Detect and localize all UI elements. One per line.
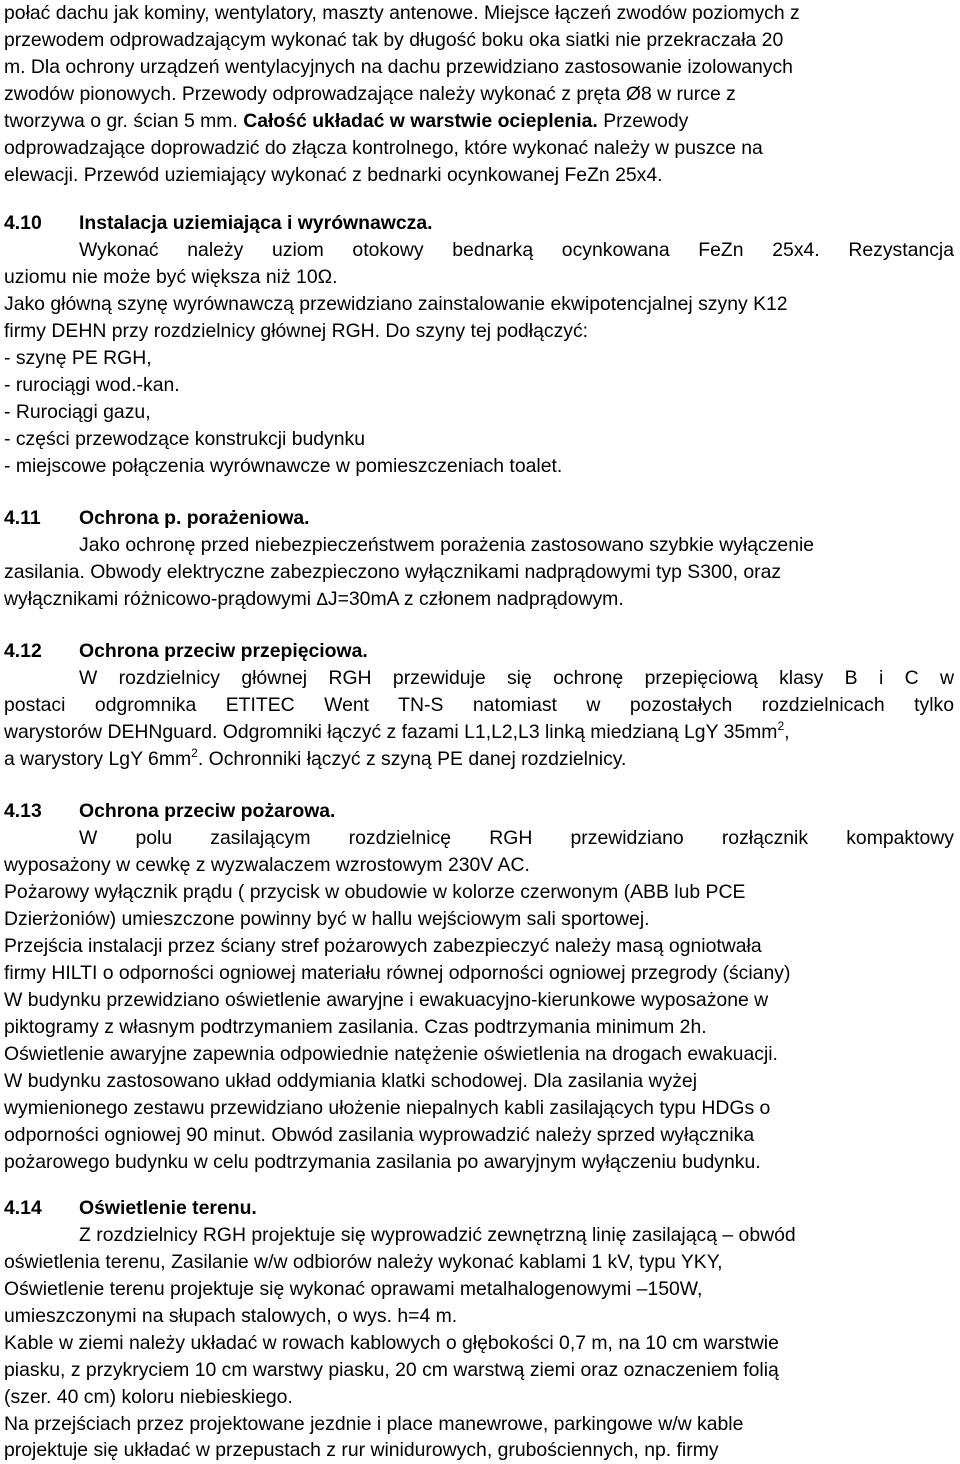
paragraph-line: zwodów pionowych. Przewody odprowadzające należy wykonać z pręta Ø8 w rurce z	[4, 83, 736, 105]
text-span: tworzywa o gr. ścian 5 mm.	[4, 110, 238, 132]
text-span: elewacji.	[4, 164, 79, 186]
paragraph-line: połać dachu jak kominy, wentylatory, maszty antenowe. Miejsce łączeń zwodów poziomych z	[4, 2, 800, 24]
paragraph-line: W polu zasilającym rozdzielnicę RGH przewidziano rozłącznik kompaktowy	[79, 827, 954, 849]
text-span: a warystory LgY 6mm	[4, 748, 192, 770]
list-item: - części przewodzące konstrukcji budynku	[4, 428, 366, 450]
list-item: - rurociągi wod.-kan.	[4, 374, 180, 396]
section-title: Ochrona p. porażeniowa.	[79, 507, 310, 529]
paragraph-line: Dzierżoniów) umieszczone powinny być w hallu wejściowym sali sportowej.	[4, 908, 650, 930]
paragraph-line	[4, 586, 624, 613]
paragraph-line	[4, 108, 688, 135]
bold-text: Całość układać w warstwie ocieplenia.	[243, 110, 598, 132]
list-item: - miejscowe połączenia wyrównawcze w pomieszczeniach toalet.	[4, 455, 563, 477]
section-number: 4.10	[4, 212, 42, 234]
list-item: - Rurociągi gazu,	[4, 401, 151, 423]
section-number: 4.11	[4, 507, 41, 529]
paragraph-line: piasku, z przykryciem 10 cm warstwy piasku, 20 cm warstwą ziemi oraz oznaczeniem folią	[4, 1359, 779, 1381]
section-title: Ochrona przeciw pożarowa.	[79, 800, 336, 822]
text-span: Przewody	[603, 110, 689, 132]
paragraph-line: Jako ochronę przed niebezpieczeństwem porażenia zastosowano szybkie wyłączenie	[79, 534, 815, 556]
paragraph-line: m. Dla ochrony urządzeń wentylacyjnych na dachu przewidziano zastosowanie izolowanych	[4, 56, 793, 78]
section-title: Oświetlenie terenu.	[79, 1197, 257, 1219]
delta-symbol: ∆	[316, 590, 328, 610]
paragraph-line: pożarowego budynku w celu podtrzymania zasilania po awaryjnym wyłączeniu budynku.	[4, 1151, 761, 1173]
paragraph-line	[4, 746, 626, 773]
section-heading-4-12	[4, 638, 368, 665]
list-item: - szynę PE RGH,	[4, 347, 152, 369]
paragraph-line: Przejścia instalacji przez ściany stref pożarowych zabezpieczyć należy masą ogniotwała	[4, 935, 762, 957]
paragraph-line: odprowadzające doprowadzić do złącza kontrolnego, które wykonać należy w puszce na	[4, 137, 763, 159]
paragraph-line: W budynku przewidziano oświetlenie awaryjne i ewakuacyjno-kierunkowe wyposażone w	[4, 989, 769, 1011]
superscript: 2	[777, 719, 785, 733]
paragraph-line: (szer. 40 cm) koloru niebieskiego.	[4, 1386, 293, 1408]
paragraph-line: Wykonać należy uziom otokowy bednarką ocynkowana FeZn 25x4. Rezystancja	[79, 239, 954, 261]
section-number: 4.13	[4, 800, 42, 822]
paragraph-line	[4, 162, 663, 189]
text-span: wyłącznikami różnicowo-prądowymi	[4, 588, 312, 610]
text-span: . Ochronniki łączyć z szyną PE danej rozdzielnicy.	[197, 748, 627, 770]
paragraph-line: Pożarowy wyłącznik prądu ( przycisk w obudowie w kolorze czerwonym (ABB lub PCE	[4, 881, 746, 903]
text-span: warystorów DEHNguard. Odgromniki łączyć z fazami L1,L2,L3 linką miedzianą LgY 35mm	[4, 721, 778, 743]
paragraph-line: umieszczonymi na słupach stalowych, o wys. h=4 m.	[4, 1305, 458, 1327]
section-number: 4.12	[4, 640, 42, 662]
text-span: J=30mA z członem nadprądowym.	[327, 588, 624, 610]
text-span: Przewód uziemiający wykonać z bednarki ocynkowanej FeZn 25x4.	[83, 164, 663, 186]
section-number: 4.14	[4, 1197, 42, 1219]
paragraph-line: W budynku zastosowano układ oddymiania klatki schodowej. Dla zasilania wyżej	[4, 1070, 698, 1092]
paragraph-line: odporności ogniowej 90 minut. Obwód zasilania wyprowadzić należy sprzed wyłącznika	[4, 1124, 755, 1146]
paragraph-line	[4, 719, 790, 746]
paragraph-line: wyposażony w cewkę z wyzwalaczem wzrostowym 230V AC.	[4, 854, 530, 876]
paragraph-line: projektuje się układać w przepustach z rur winidurowych, grubościennych, np. firmy	[4, 1439, 719, 1461]
paragraph-line: wymienionego zestawu przewidziano ułożenie niepalnych kabli zasilających typu HDGs o	[4, 1097, 771, 1119]
paragraph-line: piktogramy z własnym podtrzymaniem zasilania. Czas podtrzymania minimum 2h.	[4, 1016, 707, 1038]
section-heading-4-10	[4, 210, 433, 237]
paragraph-line: przewodem odprowadzającym wykonać tak by długość boku oka siatki nie przekraczała 20	[4, 29, 784, 51]
paragraph-line: Oświetlenie terenu projektuje się wykonać oprawami metalhalogenowymi –150W,	[4, 1278, 703, 1300]
section-heading-4-11	[4, 505, 310, 532]
paragraph-line: firmy HILTI o odporności ogniowej materiału równej odporności ogniowej przegrody (ściany)	[4, 962, 791, 984]
text-span: ,	[784, 721, 790, 743]
section-heading-4-14	[4, 1195, 257, 1222]
paragraph-line: Z rozdzielnicy RGH projektuje się wyprowadzić zewnętrzną linię zasilającą – obwód	[79, 1224, 796, 1246]
paragraph-line: Kable w ziemi należy układać w rowach kablowych o głębokości 0,7 m, na 10 cm warstwie	[4, 1332, 779, 1354]
section-title: Ochrona przeciw przepięciowa.	[79, 640, 368, 662]
paragraph-line: firmy DEHN przy rozdzielnicy głównej RGH. Do szyny tej podłączyć:	[4, 320, 589, 342]
paragraph-line: oświetlenia terenu, Zasilanie w/w odbiorów należy wykonać kablami 1 kV, typu YKY,	[4, 1251, 723, 1273]
paragraph-line: Oświetlenie awaryjne zapewnia odpowiednie natężenie oświetlenia na drogach ewakuacji.	[4, 1043, 778, 1065]
superscript: 2	[191, 746, 198, 760]
paragraph-line: zasilania. Obwody elektryczne zabezpieczono wyłącznikami nadprądowymi typ S300, oraz	[4, 561, 782, 583]
paragraph-line: uziomu nie może być większa niż 10Ω.	[4, 266, 338, 288]
paragraph-line: postaci odgromnika ETITEC Went TN-S natomiast w pozostałych rozdzielnicach tylko	[4, 694, 954, 716]
paragraph-line: Na przejściach przez projektowane jezdnie i place manewrowe, parkingowe w/w kable	[4, 1413, 744, 1435]
section-heading-4-13	[4, 798, 335, 825]
paragraph-line: Jako główną szynę wyrównawczą przewidziano zainstalowanie ekwipotencjalnej szyny K12	[4, 293, 788, 315]
section-title: Instalacja uziemiająca i wyrównawcza.	[79, 212, 433, 234]
paragraph-line: W rozdzielnicy głównej RGH przewiduje się ochronę przepięciową klasy B i C w	[79, 667, 954, 689]
